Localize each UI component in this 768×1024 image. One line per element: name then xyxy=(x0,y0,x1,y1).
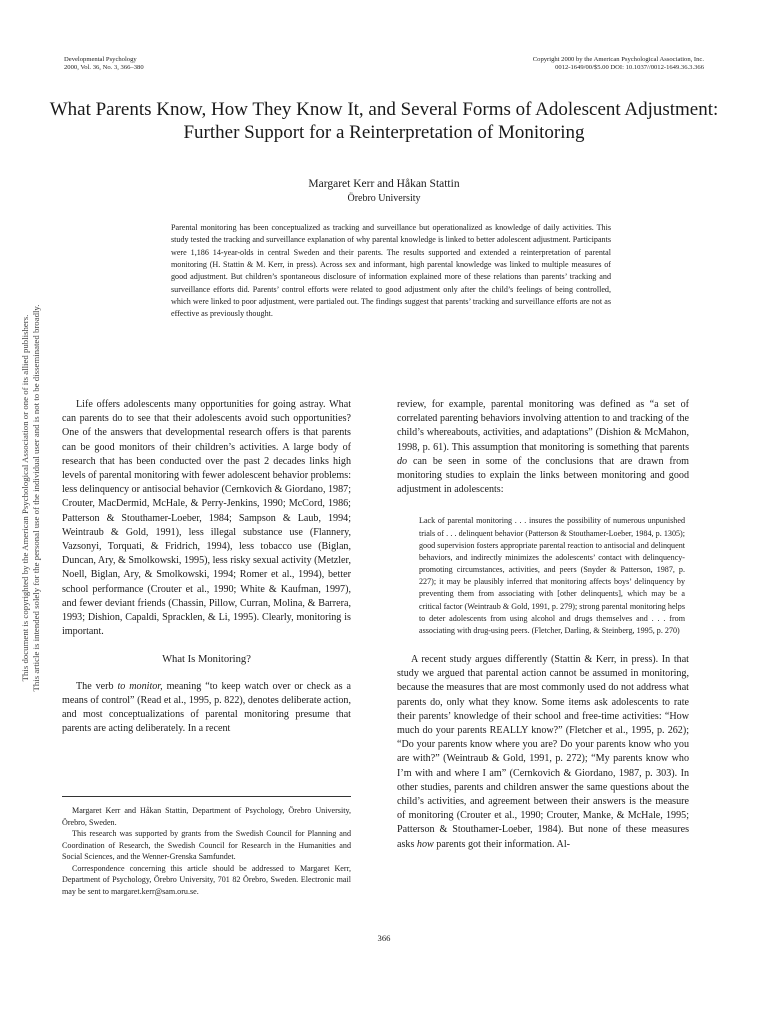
right-column xyxy=(397,398,689,852)
article-title: What Parents Know, How They Know It, and Several Forms of Adolescent Adjustment: Further Support for a Reinterpretation of Monitoring xyxy=(49,99,719,143)
copyright-side-notice xyxy=(20,48,42,948)
recent-study-emphasis: how xyxy=(416,838,434,850)
footnotes xyxy=(62,796,351,897)
affiliation: Örebro University xyxy=(347,193,421,204)
review-paragraph xyxy=(397,398,689,497)
doi-line: 0012-1649/00/$5.00 DOI: 10.1037//0012-1649.36.3.366 xyxy=(555,64,704,71)
volume-info: 2000, Vol. 36, No. 3, 366–380 xyxy=(64,64,144,71)
journal-header xyxy=(64,56,144,72)
review-emphasis: do xyxy=(397,455,408,467)
recent-study-text-start: A recent study argues differently (Stattin & Kerr, in press). In that study we argued that parental action cannot be assumed in monitoring, because the measures that are most commonly used do not address what parents do, only what they know. Some items ask adolescents to rate their parents’ knowledge of their school and free-time activities: “How much do your parents REALLY know?” (Fletcher et al., 1995, p. 262); “Do your parents know where you are? Do your parents know who you are with?” (Weintraub & Gold, 1991, p. 272); “My parents know who I’m with and where I am” (Cernkovich & Giordano, 1987, p. 303). In other studies, parents and children answer the same questions about the child’s activities, and agreement between their answers is the measure of monitoring (Crouter et al., 1990; Crouter, Manke, & McHale, 1995; Patterson & Stouthamer-Loeber, 1984). But none of these measures asks xyxy=(397,653,689,850)
copyright-header xyxy=(533,56,704,72)
funding-note: This research was supported by grants from the Swedish Council for Planning and Coordination of Research, the Swedish Council for Research in the Humanities and Social Sciences, and the Wenner-Grenska Samfundet. xyxy=(62,829,351,861)
authors: Margaret Kerr and Håkan Stattin xyxy=(308,178,460,190)
monitor-text-start: The verb xyxy=(76,680,118,692)
monitor-text-end: meaning “to keep watch over or check as a means of control” (Read et al., 1995, p. 822), denotes deliberate action, and most conceptualizations of parental monitoring presume that parents are acting deliberately. In a recent xyxy=(62,680,351,735)
monitor-term: to monitor, xyxy=(117,680,163,692)
intro-paragraph: Life offers adolescents many opportunities for going astray. What can parents do to see that their adolescents avoid such opportunities? One of the answers that developmental research offers is that parents can be good monitors of their children’s activities. A large body of research that has been conducted over the past 2 decades links high levels of parental monitoring with fewer adolescent behavior problems: less delinquency or antisocial behavior (Cernkovich & Giordano, 1987; Crouter, MacDermid, McHale, & Perry-Jenkins, 1990; McCord, 1986; Patterson & Stouthamer-Loeber, 1984; Sampson & Laub, 1994; Weintraub & Gold, 1991), less illegal substance use (Flannery, Vazsonyi, Torquati, & Fridrich, 1994), less tobacco use (Biglan, Duncan, Ary, & Smolkowski, 1995), less risky sexual activity (Metzler, Noell, Biglan, Ary, & Smolkowski, 1994; Romer et al., 1994), better school performance (Crouter et al., 1990; White & Kaufman, 1997), and fewer deviant friends (Chassin, Pillow, Curran, Molina, & Barrera, 1993; Dishion, Capaldi, Spracklen, & Li, 1995). Clearly, monitoring is important. xyxy=(62,399,352,638)
author-note: Margaret Kerr and Håkan Stattin, Department of Psychology, Örebro University, Örebro, Sweden. xyxy=(62,806,351,827)
block-quote: Lack of parental monitoring . . . insures the possibility of numerous unpunished trials of . . . delinquent behavior (Patterson & Stouthamer-Loeber, 1984, p. 1305); good supervision fosters appropriate parental reaction to antisocial and delinquent behaviors, and indirectly minimizes the adolescents’ contact with delinquency-promoting circumstances, activities, and peers (Snyder & Patterson, 1987, p. 227); it may be plausibly inferred that monitoring affects boys’ delinquency by preventing them from associating with [other delinquents], which may be a critical factor (Weintraub & Gold, 1991, p. 279); strong parental monitoring helps to deter adolescents from using alcohol and drugs themselves and . . . from associating with drug-using peers. (Fletcher, Darling, & Steinberg, 1995, p. 270) xyxy=(419,516,685,635)
correspondence-note: Correspondence concerning this article should be addressed to Margaret Kerr, Department of Psychology, Örebro University, 701 82 Örebro, Sweden. Electronic mail may be sent to margaret.kerr@sam.oru.se. xyxy=(62,863,351,896)
review-text-start: review, for example, parental monitoring was defined as “a set of correlated parenting behaviors involving attention to and tracking of the child’s whereabouts, activities, and adaptations” (Dishion & McMahon, 1998, p. 61). This assumption that monitoring is something that parents xyxy=(397,399,689,453)
journal-name: Developmental Psychology xyxy=(64,56,137,63)
section-heading: What Is Monitoring? xyxy=(162,654,251,666)
side-notice-line-1: This document is copyrighted by the American Psychological Association or one of its allied publishers. xyxy=(20,314,30,682)
page-number: 366 xyxy=(377,933,391,943)
side-notice-line-2: This article is intended solely for the personal use of the individual user and is not to be disseminated broadly. xyxy=(31,304,41,692)
recent-study-paragraph xyxy=(397,653,689,852)
copyright-line: Copyright 2000 by the American Psychological Association, Inc. xyxy=(532,56,704,63)
left-column xyxy=(62,398,351,736)
review-text-end: can be seen in some of the conclusions that are drawn from monitoring studies to explain the links between monitoring and good adjustment in adolescents: xyxy=(397,455,689,496)
recent-study-text-end: parents got their information. Al- xyxy=(433,838,570,850)
abstract: Parental monitoring has been conceptualized as tracking and surveillance but operationalized as knowledge of daily activities. This study tested the tracking and surveillance explanation of why parental knowledge is linked to better adolescent adjustment. Participants were 1,186 14-year-olds in central Sweden and their parents. The results supported and extended a reinterpretation of parental monitoring (H. Stattin & M. Kerr, in press). Across sex and informant, high parental knowledge was linked to multiple measures of good adjustment. But children’s spontaneous disclosure of information explained more of these relations than parents’ tracking and surveillance efforts did. Parents’ control efforts were related to good adjustment only after the child’s feelings of being controlled, which were linked to poor adjustment, were partialed out. The findings suggest that parents’ tracking and surveillance efforts are not as effective as previously thought. xyxy=(171,223,611,319)
monitor-paragraph xyxy=(62,680,351,737)
